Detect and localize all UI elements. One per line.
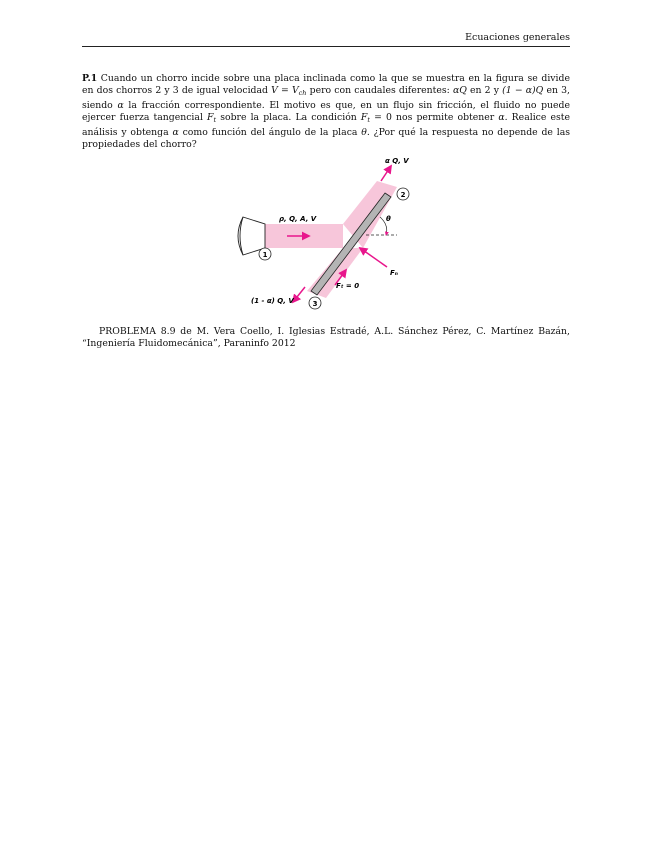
jet2-label: α Q, V — [385, 157, 409, 165]
jet3-flow-arrow — [293, 287, 305, 302]
theta-symbol: θ — [361, 126, 367, 138]
section-3-number: 3 — [312, 300, 318, 308]
problem-text-7: nos permite obtener — [391, 112, 499, 124]
jet3-label: (1 - α) Q, V — [251, 297, 294, 305]
alpha-symbol-3: α — [172, 126, 179, 138]
section-2-number: 2 — [400, 191, 406, 199]
alpha-symbol-2: α — [498, 112, 505, 124]
tangential-force-1: F — [207, 112, 214, 124]
problem-statement — [82, 73, 570, 151]
tangential-force-1-subscript: t — [213, 116, 217, 125]
jet-plate-diagram — [215, 155, 425, 313]
problem-text-3: en 2 y — [466, 85, 503, 97]
page-header — [82, 32, 570, 47]
problem-text-9: como función del ángulo de la placa — [178, 126, 362, 138]
problem-text-6: sobre la placa. La condición — [216, 112, 361, 124]
jet-plate-figure — [215, 155, 425, 313]
flow-jet3: (1 − α)Q — [502, 85, 544, 97]
tangential-force-2: F — [360, 112, 368, 124]
tangential-force-2-equation: = 0 — [369, 112, 392, 124]
problem-text-2: pero con caudales diferentes: — [306, 85, 453, 97]
tangential-force-2-subscript: t — [367, 116, 370, 125]
section-1-number: 1 — [262, 251, 268, 259]
header-title: Ecuaciones generales — [465, 32, 570, 43]
theta-label: θ — [386, 215, 391, 223]
normal-force-label: Fₙ — [390, 269, 398, 277]
jet2-flow-arrow — [381, 166, 391, 181]
inlet-label: ρ, Q, A, V — [279, 215, 317, 223]
normal-force-arrow — [360, 248, 387, 267]
problem-text-8: . Realice este análisis y obtenga — [82, 112, 571, 138]
alpha-symbol-1: α — [117, 99, 124, 111]
tangential-force-label: Fₜ = 0 — [336, 282, 360, 290]
problem-text-4: en 3, siendo — [82, 85, 570, 111]
velocity-equation: V = V — [271, 85, 299, 97]
problem-label: P.1 — [82, 73, 98, 84]
problem-text-10: . ¿Por qué la respuesta no depende de las propiedades del chorro? — [82, 126, 571, 151]
problem-text-1: Cuando un chorro incide sobre una placa inclinada como la que se muestra en la figura se divide en dos chorros 2 y 3 de igual velocidad — [82, 73, 570, 97]
flow-jet2: αQ — [452, 85, 467, 97]
velocity-subscript: ch — [298, 89, 307, 98]
problem-text-5: la fracción correspondiente. El motivo es que, en un flujo sin fricción, el fluido no puede ejercer fuerza tangencial — [82, 99, 570, 124]
reference-citation: PROBLEMA 8.9 de M. Vera Coello, I. Iglesias Estradé, A.L. Sánchez Pérez, C. Martínez Bazán, “Ingeniería Fluidomecánica”, Paraninfo 2012 — [82, 326, 570, 350]
